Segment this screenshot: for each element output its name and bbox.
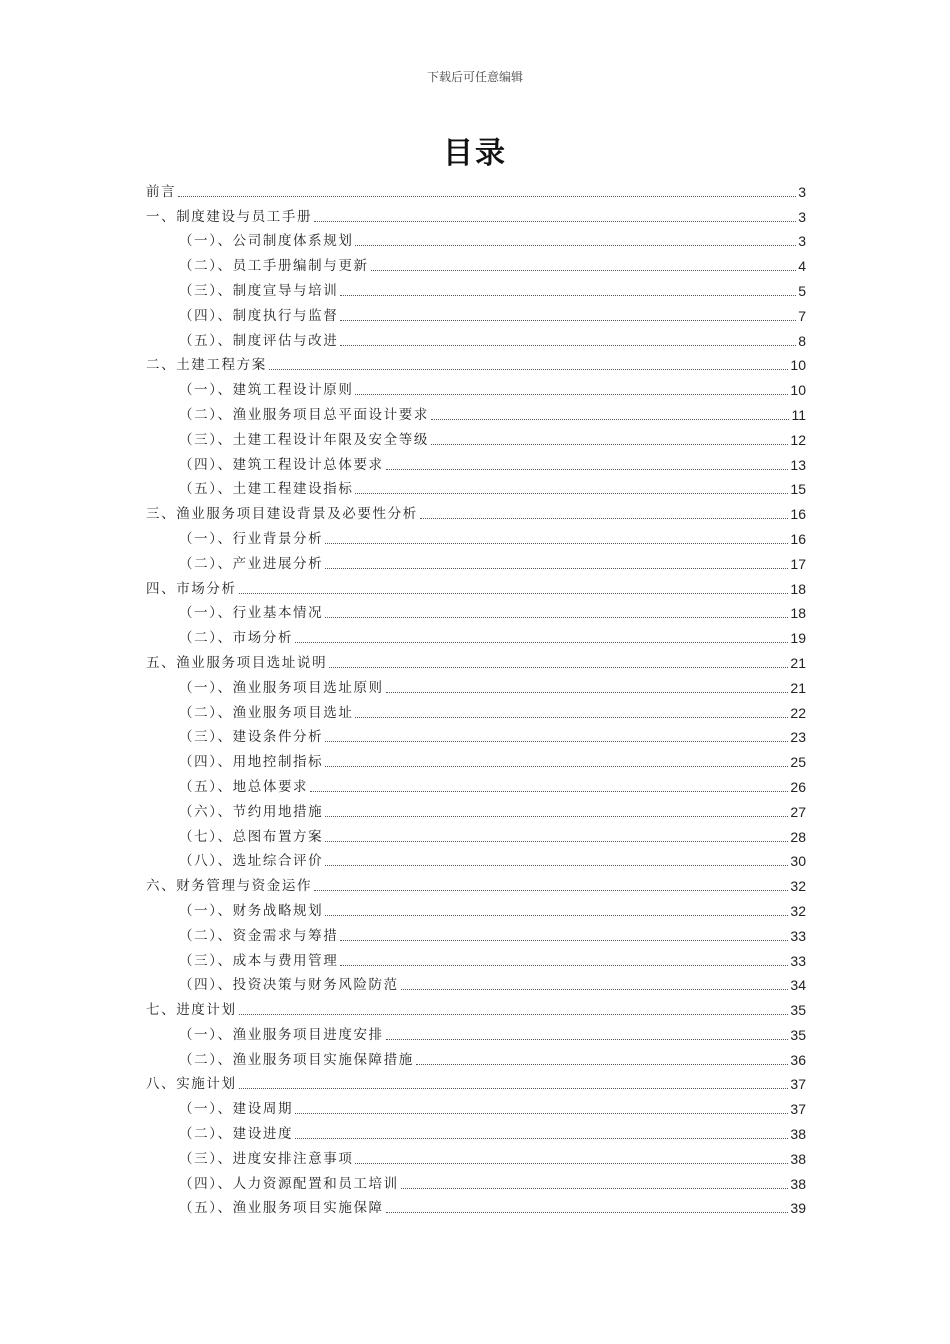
toc-dot-leader (314, 221, 796, 222)
toc-entry[interactable] (146, 919, 806, 944)
toc-dot-leader (355, 245, 796, 246)
toc-page-number: 3 (798, 208, 806, 225)
toc-entry[interactable] (146, 547, 806, 572)
toc-entry[interactable] (146, 820, 806, 845)
toc-entry-text: （一）、建设周期 (179, 1101, 294, 1118)
toc-entry[interactable] (146, 324, 806, 349)
toc-page-number: 16 (790, 530, 806, 547)
toc-entry-text: （四）、用地控制指标 (179, 754, 324, 771)
toc-page-number: 38 (790, 1175, 806, 1192)
toc-entry-text: （一）、渔业服务项目进度安排 (179, 1026, 384, 1043)
toc-dot-leader (325, 617, 788, 618)
toc-page-number: 33 (790, 952, 806, 969)
toc-entry[interactable] (146, 944, 806, 969)
toc-entry-text: 五、渔业服务项目选址说明 (146, 654, 328, 671)
toc-entry-text: 四、市场分析 (146, 580, 237, 597)
toc-dot-leader (325, 865, 788, 866)
toc-entry-text: （三）、进度安排注意事项 (179, 1150, 354, 1167)
toc-dot-leader (239, 1014, 789, 1015)
toc-page-number: 33 (790, 927, 806, 944)
toc-dot-leader (340, 295, 796, 296)
toc-page-number: 32 (790, 902, 806, 919)
toc-page-number: 21 (790, 654, 806, 671)
toc-entry[interactable] (146, 894, 806, 919)
toc-page-number: 35 (790, 1026, 806, 1043)
toc-entry-text: （四）、制度执行与监督 (179, 307, 339, 324)
toc-page-number: 10 (790, 357, 806, 374)
toc-dot-leader (295, 1138, 788, 1139)
toc-entry-text: （二）、渔业服务项目选址 (179, 704, 354, 721)
toc-entry-text: （三）、建设条件分析 (179, 729, 324, 746)
toc-dot-leader (329, 667, 788, 668)
toc-entry-text: （二）、市场分析 (179, 630, 294, 647)
toc-entry-text: （八）、选址综合评价 (179, 853, 324, 870)
toc-entry[interactable] (146, 175, 806, 200)
header-note: 下载后可任意编辑 (426, 70, 523, 84)
toc-entry[interactable] (146, 1092, 806, 1117)
toc-entry-text: （一）、渔业服务项目选址原则 (179, 679, 384, 696)
toc-dot-leader (295, 1113, 788, 1114)
toc-entry-text: （二）、员工手册编制与更新 (179, 258, 369, 275)
toc-dot-leader (314, 890, 788, 891)
toc-entry-text: （一）、行业基本情况 (179, 605, 324, 622)
toc-page-number: 7 (798, 307, 806, 324)
toc-entry[interactable] (146, 993, 806, 1018)
toc-entry[interactable] (146, 770, 806, 795)
toc-entry[interactable] (146, 1142, 806, 1167)
toc-entry-text: （二）、渔业服务项目实施保障措施 (179, 1051, 414, 1068)
toc-dot-leader (325, 741, 788, 742)
toc-entry[interactable] (146, 448, 806, 473)
toc-entry[interactable] (146, 225, 806, 250)
toc-dot-leader (420, 518, 789, 519)
toc-page-number: 8 (798, 332, 806, 349)
toc-dot-leader (386, 1212, 789, 1213)
toc-entry[interactable] (146, 249, 806, 274)
toc-entry-text: （一）、建筑工程设计原则 (179, 382, 354, 399)
toc-page-number: 28 (790, 828, 806, 845)
toc-dot-leader (386, 469, 789, 470)
toc-dot-leader (355, 493, 788, 494)
toc-dot-leader (325, 766, 788, 767)
toc-entry[interactable] (146, 969, 806, 994)
toc-page-number: 13 (790, 456, 806, 473)
toc-entry[interactable] (146, 597, 806, 622)
toc-page-number: 32 (790, 878, 806, 895)
toc-page-number: 17 (790, 555, 806, 572)
toc-entry-text: 三、渔业服务项目建设背景及必要性分析 (146, 506, 418, 523)
toc-dot-leader (239, 593, 789, 594)
toc-entry[interactable] (146, 646, 806, 671)
toc-dot-leader (431, 444, 788, 445)
toc-page-number: 18 (790, 580, 806, 597)
toc-dot-leader (340, 345, 796, 346)
toc-entry[interactable] (146, 349, 806, 374)
toc-entry-text: （五）、土建工程建设指标 (179, 481, 354, 498)
toc-dot-leader (386, 692, 789, 693)
toc-entry-text: （一）、财务战略规划 (179, 902, 324, 919)
toc-dot-leader (386, 1039, 789, 1040)
toc-entry-text: （四）、投资决策与财务风险防范 (179, 977, 399, 994)
toc-entry[interactable] (146, 423, 806, 448)
toc-page-number: 34 (790, 977, 806, 994)
toc-entry[interactable] (146, 200, 806, 225)
toc-entry[interactable] (146, 373, 806, 398)
toc-page-number: 22 (790, 704, 806, 721)
toc-dot-leader (269, 369, 789, 370)
toc-page-number: 12 (790, 431, 806, 448)
toc-dot-leader (325, 543, 788, 544)
toc-dot-leader (401, 1188, 789, 1189)
toc-page-number: 15 (790, 481, 806, 498)
toc-page-number: 5 (798, 282, 806, 299)
toc-entry[interactable] (146, 795, 806, 820)
toc-entry[interactable] (146, 1018, 806, 1043)
toc-entry-text: 二、土建工程方案 (146, 357, 267, 374)
toc-entry[interactable] (146, 1043, 806, 1068)
toc-page-number: 38 (790, 1150, 806, 1167)
toc-page-number: 39 (790, 1200, 806, 1217)
toc-dot-leader (401, 989, 789, 990)
toc-entry[interactable] (146, 1192, 806, 1217)
toc-entry[interactable] (146, 1117, 806, 1142)
toc-entry[interactable] (146, 1167, 806, 1192)
toc-page-number: 16 (790, 506, 806, 523)
toc-dot-leader (355, 717, 788, 718)
toc-entry[interactable] (146, 299, 806, 324)
toc-entry[interactable] (146, 522, 806, 547)
toc-dot-leader (325, 816, 788, 817)
toc-entry[interactable] (146, 621, 806, 646)
toc-entry-text: （三）、土建工程设计年限及安全等级 (179, 431, 429, 448)
toc-dot-leader (325, 915, 788, 916)
toc-entry-text: （二）、产业进展分析 (179, 555, 324, 572)
toc-entry[interactable] (146, 1068, 806, 1093)
toc-entry-text: （一）、公司制度体系规划 (179, 233, 354, 250)
toc-entry-text: （四）、人力资源配置和员工培训 (179, 1175, 399, 1192)
toc-page-number: 23 (790, 729, 806, 746)
toc-entry-text: 六、财务管理与资金运作 (146, 878, 313, 895)
toc-dot-leader (325, 568, 788, 569)
toc-dot-leader (310, 791, 788, 792)
toc-dot-leader (431, 419, 790, 420)
toc-dot-leader (239, 1088, 789, 1089)
toc-entry-text: 前言 (146, 183, 177, 200)
table-of-contents (146, 175, 806, 1216)
toc-entry[interactable] (146, 274, 806, 299)
toc-entry-text: （三）、制度宣导与培训 (179, 282, 339, 299)
toc-entry-text: 七、进度计划 (146, 1002, 237, 1019)
toc-dot-leader (371, 270, 797, 271)
toc-dot-leader (295, 642, 788, 643)
toc-entry-text: （六）、节约用地措施 (179, 803, 324, 820)
toc-dot-leader (340, 965, 788, 966)
toc-page-number: 36 (790, 1051, 806, 1068)
toc-entry-text: （二）、建设进度 (179, 1126, 294, 1143)
toc-entry[interactable] (146, 497, 806, 522)
toc-entry[interactable] (146, 845, 806, 870)
toc-entry[interactable] (146, 696, 806, 721)
toc-dot-leader (340, 940, 788, 941)
toc-entry[interactable] (146, 572, 806, 597)
toc-entry-text: （五）、制度评估与改进 (179, 332, 339, 349)
toc-entry-text: （五）、渔业服务项目实施保障 (179, 1200, 384, 1217)
toc-entry-text: （二）、资金需求与筹措 (179, 927, 339, 944)
toc-entry-text: （一）、行业背景分析 (179, 530, 324, 547)
toc-page-number: 21 (790, 679, 806, 696)
toc-dot-leader (416, 1064, 789, 1065)
toc-page-number: 37 (790, 1101, 806, 1118)
toc-entry-text: 一、制度建设与员工手册 (146, 208, 313, 225)
toc-entry-text: 八、实施计划 (146, 1076, 237, 1093)
toc-page-number: 27 (790, 803, 806, 820)
toc-entry[interactable] (146, 398, 806, 423)
toc-page-number: 25 (790, 754, 806, 771)
toc-entry[interactable] (146, 671, 806, 696)
toc-entry-text: （七）、总图布置方案 (179, 828, 324, 845)
toc-entry[interactable] (146, 721, 806, 746)
toc-page-number: 37 (790, 1076, 806, 1093)
toc-dot-leader (325, 841, 788, 842)
toc-entry-text: （四）、建筑工程设计总体要求 (179, 456, 384, 473)
toc-page-number: 26 (790, 778, 806, 795)
toc-dot-leader (340, 320, 796, 321)
page-title: 目录 (443, 136, 507, 171)
toc-page-number: 19 (790, 630, 806, 647)
toc-entry[interactable] (146, 745, 806, 770)
toc-page-number: 10 (790, 382, 806, 399)
toc-page-number: 4 (798, 258, 806, 275)
toc-entry[interactable] (146, 869, 806, 894)
toc-dot-leader (178, 196, 796, 197)
toc-dot-leader (355, 394, 788, 395)
toc-page-number: 30 (790, 853, 806, 870)
toc-entry[interactable] (146, 473, 806, 498)
toc-page-number: 11 (791, 406, 806, 423)
toc-dot-leader (355, 1163, 788, 1164)
toc-page-number: 18 (790, 605, 806, 622)
toc-page-number: 38 (790, 1126, 806, 1143)
toc-entry-text: （五）、地总体要求 (179, 778, 309, 795)
toc-page-number: 35 (790, 1002, 806, 1019)
toc-page-number: 3 (798, 183, 806, 200)
toc-entry-text: （三）、成本与费用管理 (179, 952, 339, 969)
toc-page-number: 3 (798, 233, 806, 250)
toc-entry-text: （二）、渔业服务项目总平面设计要求 (179, 406, 429, 423)
